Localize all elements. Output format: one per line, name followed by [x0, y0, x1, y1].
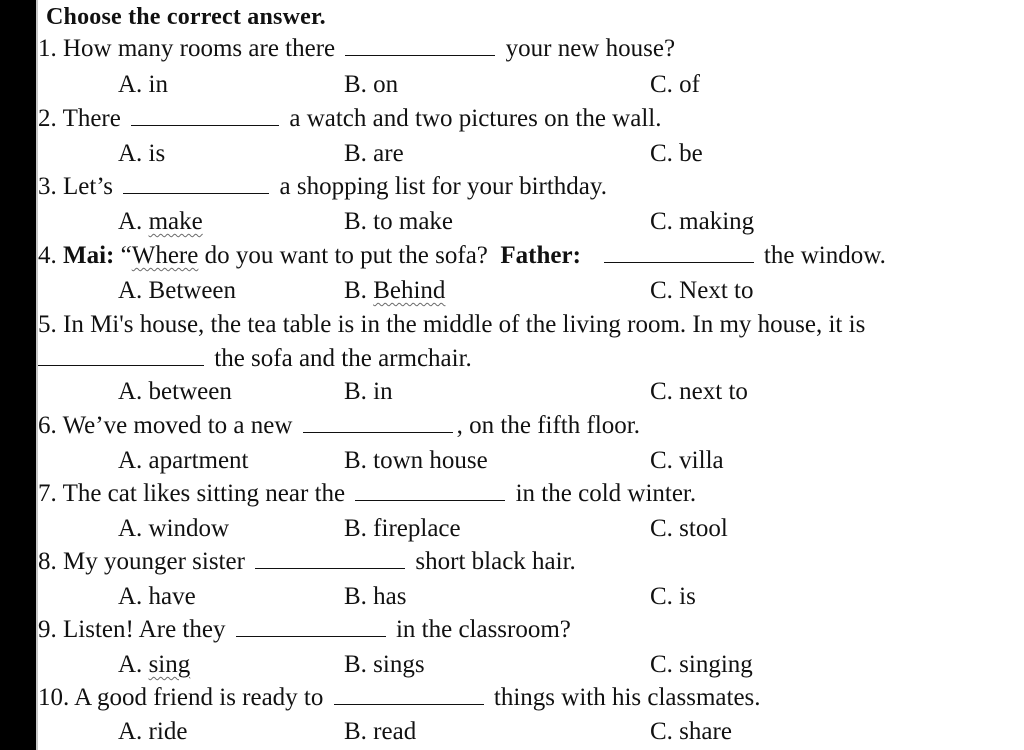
option-prefix: A. — [118, 651, 149, 678]
q8-option-a[interactable]: A. have — [118, 583, 196, 610]
question-text-pre: The cat likes sitting near the — [62, 480, 346, 507]
q1-option-b[interactable]: B. on — [344, 71, 399, 98]
q4-option-b[interactable] — [344, 276, 445, 306]
speaker-father: Father: — [500, 242, 581, 269]
question-10 — [38, 683, 761, 713]
q1-option-a[interactable]: A. in — [118, 71, 168, 98]
answer-blank[interactable] — [345, 53, 495, 56]
option-word: make — [148, 208, 203, 235]
question-text-pre: There — [62, 105, 121, 132]
question-text-post: short black hair. — [415, 548, 576, 575]
option-prefix: A. — [118, 208, 149, 235]
question-number: 8. — [38, 548, 57, 575]
question-6 — [38, 411, 640, 441]
question-number: 10. — [38, 684, 70, 711]
q9-option-c[interactable]: C. singing — [650, 651, 753, 678]
q4-option-c[interactable]: C. Next to — [650, 277, 754, 304]
q7-option-a[interactable]: A. window — [118, 515, 230, 542]
question-text-pre: My younger sister — [63, 548, 245, 575]
answer-blank[interactable] — [131, 123, 279, 126]
question-text-mid: do you want to put the sofa? — [204, 242, 488, 269]
answer-blank[interactable] — [355, 498, 505, 501]
question-text-post: things with his classmates. — [493, 684, 761, 711]
question-number: 1. — [38, 35, 57, 62]
question-number: 6. — [38, 412, 57, 439]
q8-option-c[interactable]: C. is — [650, 583, 696, 610]
question-text-pre: We’ve moved to a new — [62, 412, 293, 439]
question-text-pre: Listen! Are they — [63, 616, 226, 643]
answer-blank[interactable] — [303, 430, 453, 433]
speaker-mai: Mai: — [63, 242, 115, 269]
q3-option-b[interactable]: B. to make — [344, 208, 454, 235]
worksheet — [38, 0, 1024, 750]
question-text-pre: In Mi's house, the tea table is in the middle of the living room. In my house, it is — [63, 311, 866, 338]
question-text-post: the window. — [763, 242, 886, 269]
question-text-post: in the classroom? — [395, 616, 571, 643]
q1-option-c[interactable]: C. of — [650, 71, 700, 98]
q10-option-a[interactable]: A. ride — [118, 718, 188, 745]
q6-option-c[interactable]: C. villa — [650, 447, 724, 474]
question-text-pre: How many rooms are there — [63, 35, 336, 62]
q9-option-b[interactable]: B. sings — [344, 651, 425, 678]
answer-blank[interactable] — [123, 191, 269, 194]
answer-blank[interactable] — [255, 566, 405, 569]
question-text-post: in the cold winter. — [515, 480, 697, 507]
q6-option-b[interactable]: B. town house — [344, 447, 488, 474]
question-2 — [38, 104, 661, 134]
quote-open: “ — [120, 242, 132, 269]
question-text-post: the sofa and the armchair. — [214, 345, 472, 372]
question-5 — [38, 310, 865, 340]
question-number: 9. — [38, 616, 57, 643]
question-text-pre: A good friend is ready to — [74, 684, 324, 711]
q6-option-a[interactable]: A. apartment — [118, 447, 249, 474]
question-9 — [38, 615, 571, 645]
question-1 — [38, 34, 675, 64]
q3-option-c[interactable]: C. making — [650, 208, 755, 235]
worksheet-title: Choose the correct answer. — [46, 4, 326, 30]
question-number: 4. — [38, 242, 57, 269]
option-word: Behind — [373, 277, 446, 304]
question-text-pre: Let’s — [63, 173, 113, 200]
left-black-bar — [0, 0, 36, 750]
q8-option-b[interactable]: B. has — [344, 583, 407, 610]
question-text-post: a shopping list for your birthday. — [279, 173, 608, 200]
q2-option-c[interactable]: C. be — [650, 140, 703, 167]
question-7 — [38, 479, 696, 509]
answer-blank[interactable] — [236, 634, 386, 637]
q5-option-b[interactable]: B. in — [344, 378, 393, 405]
question-number: 2. — [38, 105, 57, 132]
question-8 — [38, 547, 576, 577]
question-word-where: Where — [131, 242, 199, 269]
option-prefix: B. — [344, 277, 374, 304]
q5-option-c[interactable]: C. next to — [650, 378, 748, 405]
q2-option-b[interactable]: B. are — [344, 140, 404, 167]
question-text-post: a watch and two pictures on the wall. — [289, 105, 662, 132]
q2-option-a[interactable]: A. is — [118, 140, 166, 167]
q4-option-a[interactable]: A. Between — [118, 277, 237, 304]
q7-option-c[interactable]: C. stool — [650, 515, 728, 542]
question-text-post: your new house? — [505, 35, 676, 62]
q5-option-a[interactable]: A. between — [118, 378, 232, 405]
option-word: sing — [148, 651, 191, 678]
q10-option-c[interactable]: C. share — [650, 718, 732, 745]
q9-option-a[interactable] — [118, 650, 190, 680]
q10-option-b[interactable]: B. read — [344, 718, 417, 745]
question-number: 5. — [38, 311, 57, 338]
answer-blank[interactable] — [604, 260, 754, 263]
question-3 — [38, 172, 607, 202]
question-number: 7. — [38, 480, 57, 507]
q3-option-a[interactable] — [118, 207, 203, 237]
answer-blank[interactable] — [334, 702, 484, 705]
q7-option-b[interactable]: B. fireplace — [344, 515, 461, 542]
question-number: 3. — [38, 173, 57, 200]
question-4 — [38, 241, 886, 271]
answer-blank[interactable] — [38, 363, 204, 366]
question-text-post: , on the fifth floor. — [456, 412, 640, 439]
question-5-line-2 — [38, 344, 472, 374]
